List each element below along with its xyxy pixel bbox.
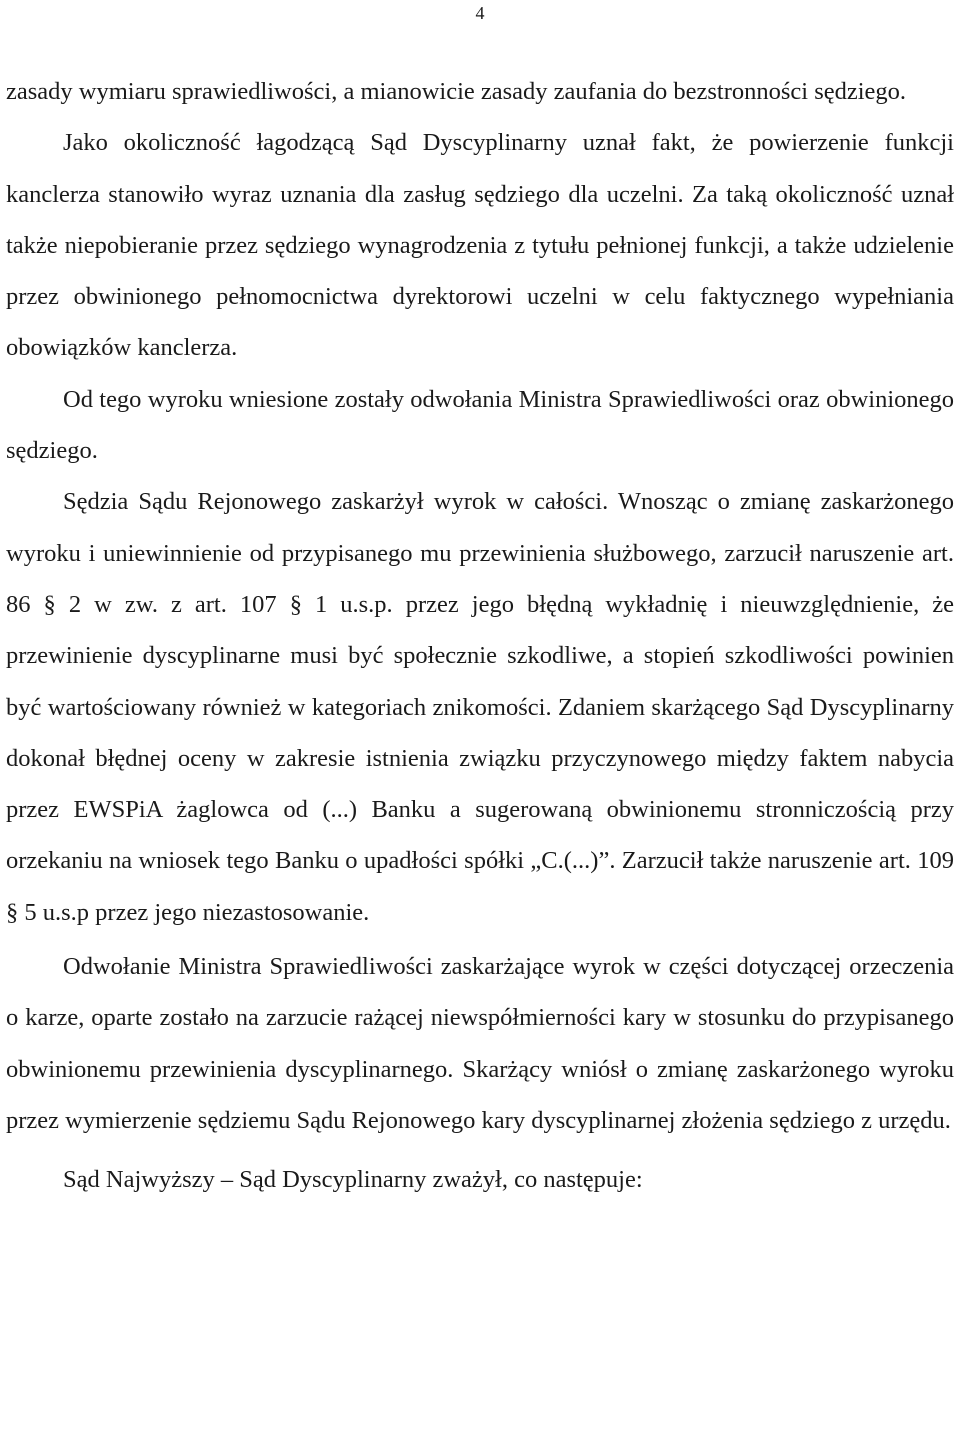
paragraph-mitigating-circumstances: Jako okoliczność łagodzącą Sąd Dyscyplinarny uznał fakt, że powierzenie funkcji kanclerza stanowiło wyraz uznania dla zasług sędziego dla uczelni. Za taką okoliczność uznał także niepobieranie przez sędziego wynagrodzenia z tytułu pełnionej funkcji, a także udzielenie przez obwinionego pełnomocnictwa dyrektorowi uczelni w celu faktycznego wypełniania obowiązków kanclerza. <box>6 129 954 362</box>
paragraph-court-considered: Sąd Najwyższy – Sąd Dyscyplinarny zważył, co następuje: <box>63 1166 643 1194</box>
paragraph-minister-appeal: Odwołanie Ministra Sprawiedliwości zaskarżające wyrok w części dotyczącej orzeczenia o karze, oparte zostało na zarzucie rażącej niewspółmierności kary w stosunku do przypisanego obwinionemu przewinienia dyscyplinarnego. Skarżący wniósł o zmianę zaskarżonego wyroku przez wymierzenie sędziemu Sądu Rejonowego kary dyscyplinarnej złożenia sędziego z urzędu. <box>6 953 954 1134</box>
document-body <box>6 66 954 1206</box>
page-number: 4 <box>475 3 485 23</box>
paragraph-judge-appeal: Sędzia Sądu Rejonowego zaskarżył wyrok w całości. Wnosząc o zmianę zaskarżonego wyroku i uniewinnienie od przypisanego mu przewinienia służbowego, zarzucił naruszenie art. 86 § 2 w zw. z art. 107 § 1 u.s.p. przez jego błędną wykładnię i nieuwzględnienie, że przewinienie dyscyplinarne musi być społecznie szkodliwe, a stopień szkodliwości powinien być wartościowany również w kategoriach znikomości. Zdaniem skarżącego Sąd Dyscyplinarny dokonał błędnej oceny w zakresie istnienia związku przyczynowego między faktem nabycia przez EWSPiA żaglowca od (...) Banku a sugerowaną obwinionemu stronniczością przy orzekaniu na wniosek tego Banku o upadłości spółki „C.(...)”. Zarzucił także naruszenie art. 109 § 5 u.s.p przez jego niezastosowanie. <box>6 488 954 926</box>
paragraph-appeals-filed: Od tego wyroku wniesione zostały odwołania Ministra Sprawiedliwości oraz obwinionego sędziego. <box>6 385 954 465</box>
paragraph-continuation: zasady wymiaru sprawiedliwości, a mianowicie zasady zaufania do bezstronności sędziego. <box>6 78 907 105</box>
